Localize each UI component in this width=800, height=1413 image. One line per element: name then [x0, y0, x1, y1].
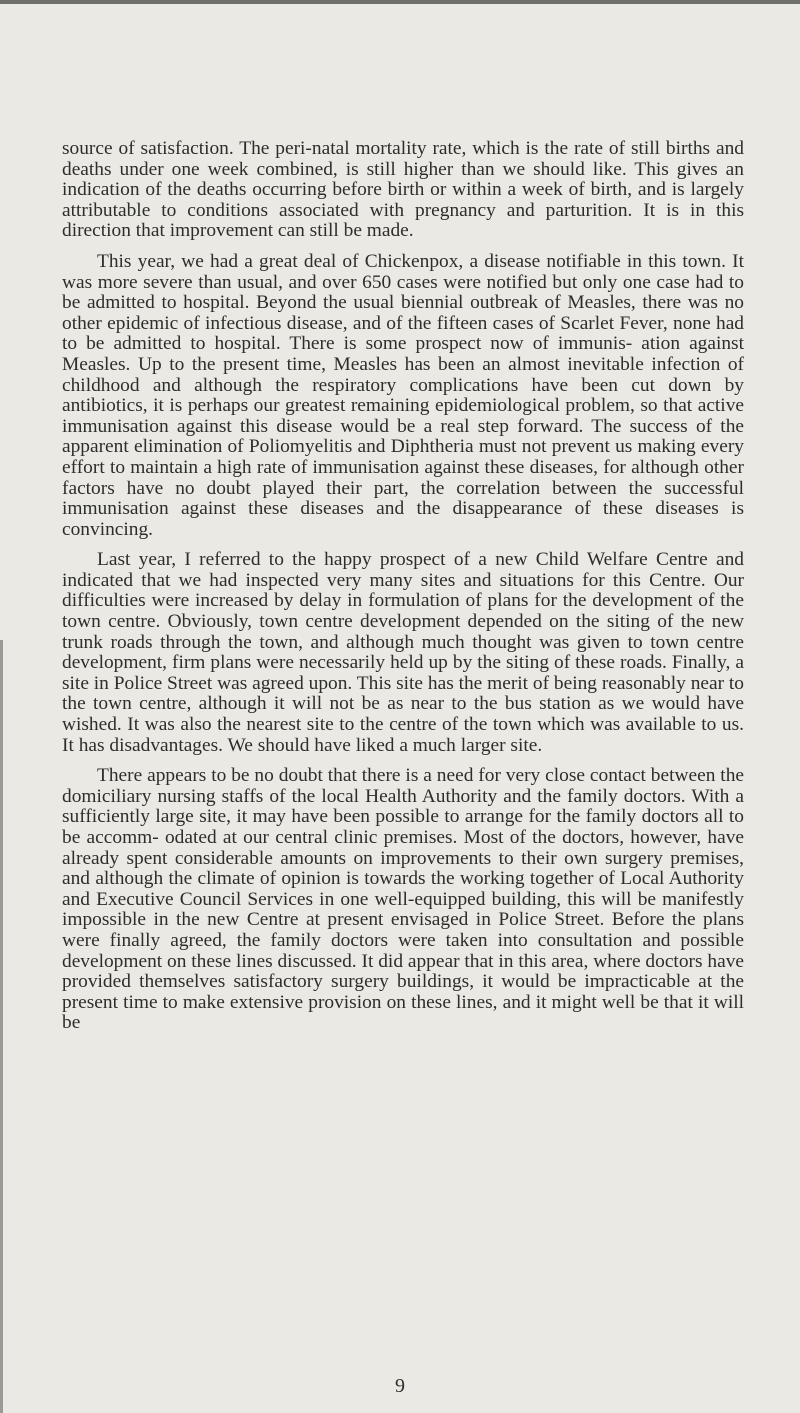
body-text: [62, 139, 744, 1044]
paragraph-perinatal-mortality: source of satisfaction. The peri-natal mortality rate, which is the rate of still births and deaths under one week combined, is still higher than we should like. This gives an indication of the deaths occurring before birth or within a week of birth, and is largely attributable to conditions associated with pregnancy and parturition. It is in this direction that improvement can still be made.: [62, 138, 744, 242]
scan-left-edge: [0, 640, 3, 1413]
scan-top-edge: [0, 0, 800, 4]
paragraph-chickenpox-measles: This year, we had a great deal of Chickenpox, a disease notifiable in this town. It was more severe than usual, and over 650 cases were notified but only one case had to be admitted to hospital. Beyond the usual biennial outbreak of Measles, there was no other epidemic of infectious disease, and of the fifteen cases of Scarlet Fever, none had to be admitted to hospital. There is some prospect now of immunis- ation against Measles. Up to the present time, Measles has been an almost inevitable infection of childhood and although the respiratory complications have been cut down by antibiotics, it is perhaps our greatest remaining epidemiological problem, so that active immunisation against this disease would be a real step forward. The success of the apparent elimination of Poliomyelitis and Diphtheria must not prevent us making every effort to maintain a high rate of immunisation against these diseases, for although other factors have no doubt played their part, the correlation between the successful immunisation against these diseases and the disappearance of these diseases is convincing.: [62, 250, 744, 540]
page-number: 9: [395, 1375, 405, 1397]
paragraph-child-welfare-centre: Last year, I referred to the happy prospect of a new Child Welfare Centre and indicated that we had inspected very many sites and situations for this Centre. Our difficulties were increased by delay in formulation of plans for the development of the town centre. Obviously, town centre development depended on the siting of the new trunk roads through the town, and although much thought was given to town centre development, firm plans were necessarily held up by the siting of these roads. Finally, a site in Police Street was agreed upon. This site has the merit of being reasonably near to the town centre, although it will not be as near to the bus station as we would have wished. It was also the nearest site to the centre of the town which was available to us. It has disadvantages. We should have liked a much larger site.: [62, 549, 744, 756]
paragraph-family-doctors: There appears to be no doubt that there is a need for very close contact between the domiciliary nursing staffs of the local Health Authority and the family doctors. With a sufficiently large site, it may have been possible to arrange for the family doctors all to be accomm- odated at our central clinic premises. Most of the doctors, however, have already spent considerable amounts on improvements to their own surgery premises, and although the climate of opinion is towards the working together of Local Authority and Executive Council Services in one well-equipped building, this will be manifestly impossible in the new Centre at present envisaged in Police Street. Before the plans were finally agreed, the family doctors were taken into consultation and possible development on these lines discussed. It did appear that in this area, where doctors have provided themselves satisfactory surgery buildings, it would be impracticable at the present time to make extensive provision on these lines, and it might well be that it will be: [62, 765, 744, 1034]
